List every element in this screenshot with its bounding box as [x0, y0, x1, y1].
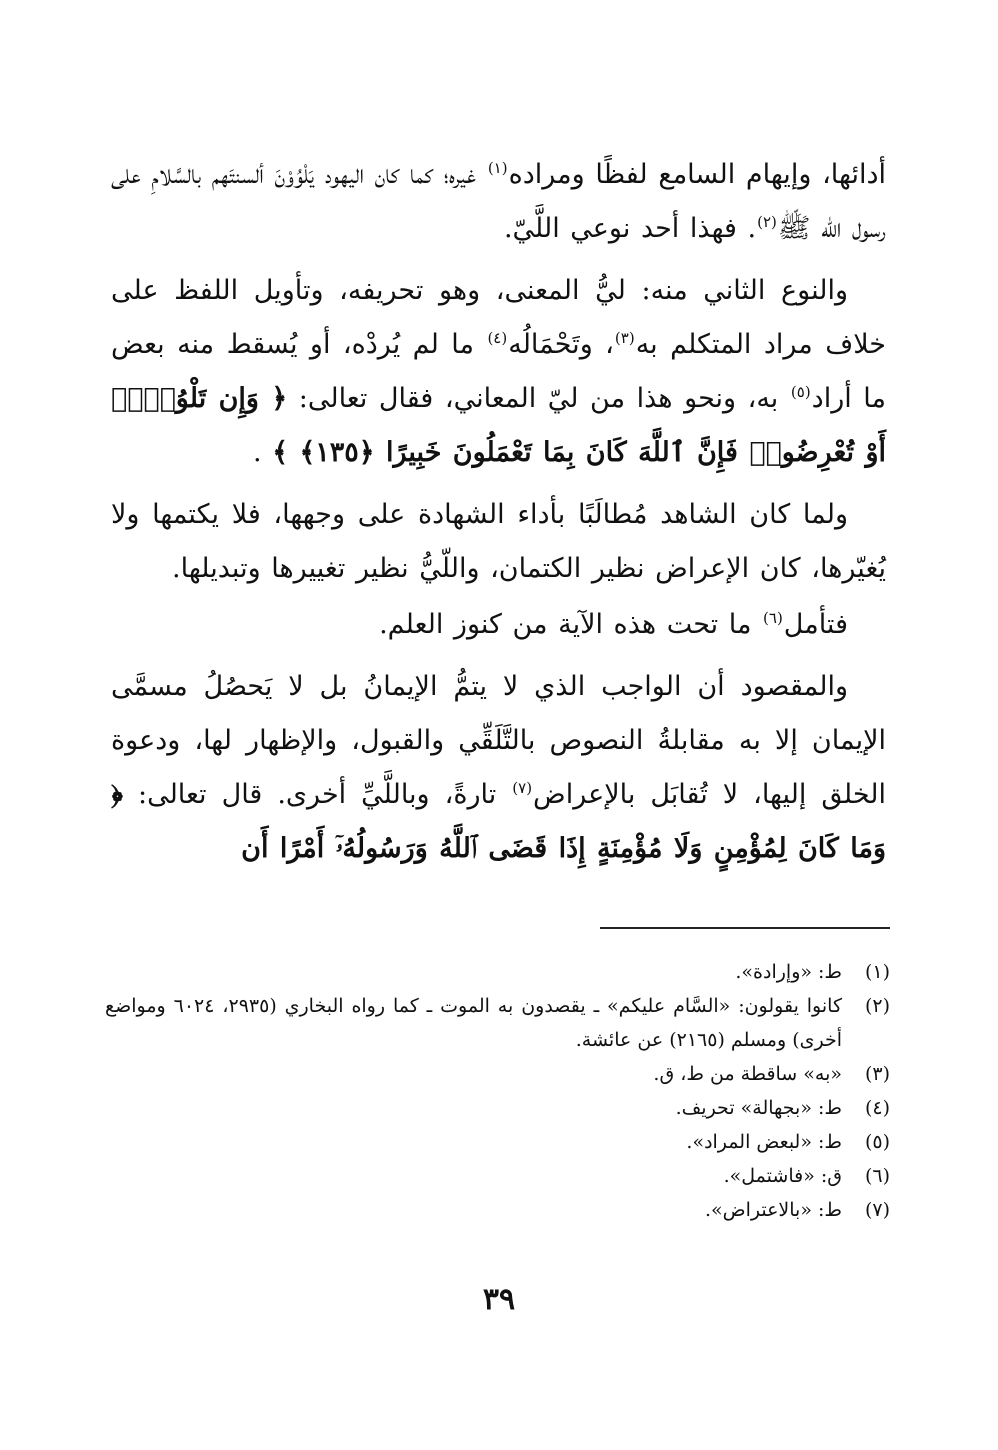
- footnote-number: (٦): [864, 1165, 890, 1187]
- footnote-number: (٤): [864, 1097, 890, 1119]
- footnote-item: [105, 955, 890, 989]
- footnote-marker: (٦): [763, 609, 783, 627]
- paragraph-p3: [111, 488, 886, 596]
- footnote-marker: (٢): [757, 213, 777, 231]
- paragraph-p5: [111, 660, 886, 876]
- paragraph-text: أدائها، وإيهام السامع لفظًا ومراده: [508, 159, 886, 190]
- footnote-number: (٢): [864, 995, 890, 1017]
- footnote-item: [105, 1091, 890, 1125]
- paragraph-text: ولما كان الشاهد مُطالَبًا بأداء الشهادة على وجهها، فلا يكتمها ولا يُغيّرها، كان الإعراض نظير الكتمان، واللّيُّ نظير تغييرها وتبديلها.: [111, 499, 886, 584]
- footnote-number: (٥): [864, 1131, 890, 1153]
- footnote-marker: (٥): [790, 383, 811, 401]
- footnote-item: [105, 1193, 890, 1227]
- paragraph-text: والنوع الثاني منه: ليُّ المعنى، وهو تحريفه، وتأويل اللفظ على خلاف مراد المتكلم به: [111, 275, 886, 360]
- paragraph-p4: [111, 598, 886, 652]
- paragraph-text: ما لم يُردْه، أو يُسقط منه بعض ما أراد: [111, 329, 886, 414]
- paragraph-text: ما تحت هذه الآية من كنوز العلم.: [379, 609, 763, 640]
- footnote-item: [105, 989, 890, 1057]
- footnote-separator: [600, 927, 890, 929]
- footnote-item: [105, 1057, 890, 1091]
- quran-verse: ﴿ وَإِن تَلْوُۥٓا۟ أَوْ تُعْرِضُوا۟ فَإِنَّ ٱللَّهَ كَانَ بِمَا تَعْمَلُونَ خَبِيرًا ﴿١٣٥﴾ ﴾: [111, 383, 886, 468]
- footnote-text: ط: «بالاعتراض».: [704, 1199, 842, 1221]
- footnote-text: كانوا يقولون: «السَّام عليكم» ـ يقصدون به الموت ـ كما رواه البخاري (٢٩٣٥، ٦٠٢٤ ومواضع أخرى) ومسلم (٢١٦٥) عن عائشة.: [105, 995, 842, 1051]
- paragraph-p2: [111, 264, 886, 480]
- footnote-item: [105, 1159, 890, 1193]
- footnote-text: ط: «بجهالة» تحريف.: [675, 1097, 842, 1119]
- page-number: ٣٩: [482, 1282, 516, 1317]
- footnotes: [105, 955, 890, 1227]
- quran-verse: ﴿ وَمَا كَانَ لِمُؤْمِنٍ وَلَا مُؤْمِنَةٍ إِذَا قَضَى ٱللَّهُ وَرَسُولُهُۥٓ أَمْرًا أَن: [111, 779, 886, 864]
- footnote-marker: (٤): [487, 329, 508, 347]
- main-text: [111, 148, 886, 878]
- footnote-number: (١): [864, 961, 890, 983]
- paragraph-p1: [111, 148, 886, 256]
- paragraph-text: تارةً، وباللَّيِّ أخرى. قال تعالى:: [122, 779, 512, 810]
- footnote-item: [105, 1125, 890, 1159]
- paragraph-text: غيره؛ كما كان اليهود يَلْوُوْنَ ألسنتَهم بالسَّلامِ على رسول الله ﷺ: [111, 159, 886, 244]
- footnote-text: ط: «وإرادة».: [735, 961, 842, 983]
- paragraph-text: ، وتَحْمَالُه: [508, 329, 614, 360]
- footnote-text: «به» ساقطة من ط، ق.: [653, 1063, 842, 1085]
- paragraph-text: . فهذا أحد نوعي اللَّيّ.: [503, 213, 757, 244]
- footnote-marker: (٣): [614, 329, 635, 347]
- footnote-text: ق: «فاشتمل».: [723, 1165, 842, 1187]
- paragraph-text: .: [253, 437, 273, 468]
- footnote-text: ط: «لبعض المراد».: [686, 1131, 842, 1153]
- paragraph-text: والمقصود أن الواجب الذي لا يتمُّ الإيمانُ بل لا يَحصُلُ مسمَّى الإيمان إلا به مقابلةُ النصوص بالتَّلَقِّي والقبول، والإظهار لها، ودعوة الخلق إليها، لا تُقابَل بالإعراض: [111, 671, 887, 810]
- footnote-marker: (٧): [512, 779, 533, 797]
- footnote-number: (٣): [864, 1063, 890, 1085]
- paragraph-text: به، ونحو هذا من ليّ المعاني، فقال تعالى:: [287, 383, 790, 414]
- paragraph-text: فتأمل: [783, 609, 848, 640]
- footnote-marker: (١): [487, 159, 508, 177]
- footnote-number: (٧): [864, 1199, 890, 1221]
